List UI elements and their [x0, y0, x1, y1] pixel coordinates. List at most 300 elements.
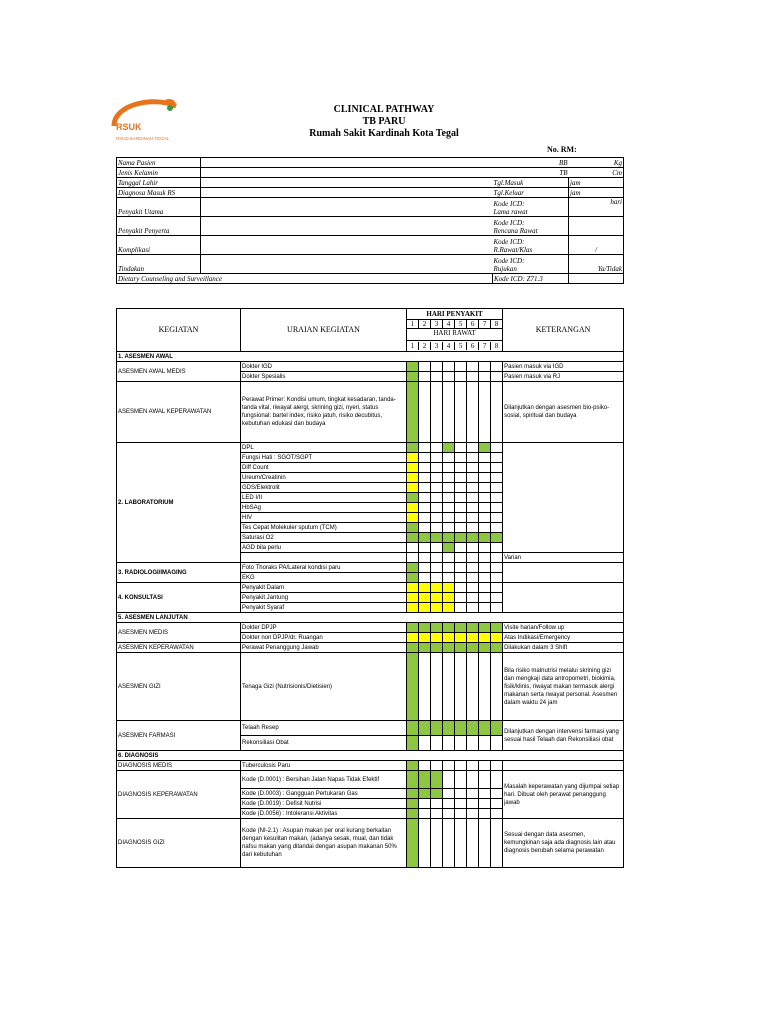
- day-cell-2: [419, 553, 431, 563]
- day-cell-5: [455, 643, 467, 653]
- day-cell-5: [455, 513, 467, 523]
- uraian-d0019: Kode (D.0019) : Defisit Nutrisi: [241, 799, 407, 809]
- hr-day-7: 7: [479, 342, 491, 350]
- day-cell-7: [479, 819, 491, 868]
- day-cell-7: [479, 493, 491, 503]
- uraian-ureum: Ureum/Creatinin: [241, 473, 407, 483]
- no-rm-label: No. RM:: [547, 145, 577, 154]
- day-cell-3: [431, 493, 443, 503]
- day-cell-4: [443, 603, 455, 613]
- day-cell-1: [407, 523, 419, 533]
- clinical-pathway-table: [116, 308, 624, 868]
- day-cell-8: [491, 463, 503, 473]
- hr-day-6: 6: [467, 342, 479, 350]
- day-cell-6: [467, 583, 479, 593]
- day-cell-7: [479, 543, 491, 553]
- day-cell-3: [431, 563, 443, 573]
- day-cell-3: [431, 463, 443, 473]
- day-cell-4: [443, 553, 455, 563]
- day-cell-2: [419, 633, 431, 643]
- day-cell-7: [479, 643, 491, 653]
- day-cell-4: [443, 473, 455, 483]
- day-cell-1: [407, 543, 419, 553]
- day-cell-2: [419, 503, 431, 513]
- day-cell-4: [443, 761, 455, 771]
- day-cell-4: [443, 633, 455, 643]
- day-cell-6: [467, 503, 479, 513]
- day-cell-5: [455, 623, 467, 633]
- uraian-ekg: EKG: [241, 573, 407, 583]
- label-tindakan: Tindakan: [117, 255, 201, 274]
- day-cell-4: [443, 463, 455, 473]
- uraian-hiv: HIV: [241, 513, 407, 523]
- uraian-dpjp: Dokter DPJP: [241, 623, 407, 633]
- day-cell-2: [419, 623, 431, 633]
- ket-rj: Pasien masuk via RJ: [503, 372, 624, 382]
- day-cell-8: [491, 761, 503, 771]
- day-cell-7: [479, 563, 491, 573]
- day-cell-7: [479, 603, 491, 613]
- day-cell-6: [467, 799, 479, 809]
- day-cell-7: [479, 653, 491, 721]
- day-cell-8: [491, 819, 503, 868]
- day-cell-7: [479, 799, 491, 809]
- day-cell-1: [407, 653, 419, 721]
- uraian-d0003: Kode (D.0003) : Gangguan Pertukaran Gas: [241, 789, 407, 799]
- day-cell-7: [479, 483, 491, 493]
- day-cell-5: [455, 603, 467, 613]
- day-cell-6: [467, 362, 479, 372]
- day-cell-7: [479, 513, 491, 523]
- day-cell-6: [467, 372, 479, 382]
- day-cell-6: [467, 382, 479, 443]
- ket-atas: Atas Indikasi/Emergency: [503, 633, 624, 643]
- day-cell-6: [467, 789, 479, 799]
- day-cell-6: [467, 643, 479, 653]
- label-tgl-masuk: Tgl.Masuk: [493, 178, 569, 188]
- day-cell-2: [419, 513, 431, 523]
- day-cell-3: [431, 362, 443, 372]
- day-cell-2: [419, 721, 431, 736]
- day-cell-6: [467, 771, 479, 789]
- day-cell-3: [431, 643, 443, 653]
- day-cell-3: [431, 453, 443, 463]
- logo-subtitle: RSUD KARDINAH TEGAL: [116, 136, 170, 141]
- day-cell-5: [455, 493, 467, 503]
- day-cell-3: [431, 603, 443, 613]
- day-cell-6: [467, 443, 479, 453]
- day-cell-4: [443, 382, 455, 443]
- day-cell-8: [491, 453, 503, 463]
- day-cell-3: [431, 819, 443, 868]
- day-cell-3: [431, 473, 443, 483]
- uraian-dokter-igd: Dokter IGD: [241, 362, 407, 372]
- uraian-hbsag: HbSAg: [241, 503, 407, 513]
- day-cell-1: [407, 789, 419, 799]
- label-diag-masuk: Diagnosa Masuk RS: [117, 188, 201, 198]
- label-jam-keluar: jam: [569, 188, 624, 198]
- day-cell-8: [491, 543, 503, 553]
- day-cell-2: [419, 523, 431, 533]
- day-cell-4: [443, 563, 455, 573]
- day-cell-5: [455, 553, 467, 563]
- col-header-keterangan: KETERANGAN: [503, 309, 624, 352]
- day-cell-8: [491, 736, 503, 751]
- uraian-perawat-primer: Perawat Primer: Kondisi umum, tingkat kesadaran, tanda-tanda vital, riwayat alergi, skrining gizi, nyeri, status fungsional: bartel index, risiko jatuh, risiko decubitus, kebutuhan edukasi dan budaya: [241, 382, 407, 443]
- day-cell-1: [407, 513, 419, 523]
- kegiatan-awal-kep: ASESMEN AWAL KEPERAWATAN: [117, 382, 241, 443]
- day-cell-6: [467, 736, 479, 751]
- day-cell-1: [407, 362, 419, 372]
- day-cell-1: [407, 533, 419, 543]
- day-cell-3: [431, 372, 443, 382]
- ket-farmasi: Dilanjutkan dengan intervensi farmasi yang sesuai hasil Telaah dan Rekonsiliasi obat: [503, 721, 624, 751]
- day-cell-2: [419, 372, 431, 382]
- day-cell-8: [491, 603, 503, 613]
- day-cell-6: [467, 809, 479, 819]
- hr-day-3: 3: [431, 342, 443, 350]
- day-cell-2: [419, 483, 431, 493]
- label-komplikasi: Komplikasi: [117, 236, 201, 255]
- day-cell-5: [455, 453, 467, 463]
- day-cell-6: [467, 761, 479, 771]
- unit-hari: hari: [569, 198, 624, 217]
- day-cell-5: [455, 483, 467, 493]
- hr-day-5: 5: [455, 342, 467, 350]
- day-cell-4: [443, 771, 455, 789]
- day-cell-2: [419, 603, 431, 613]
- day-cell-3: [431, 533, 443, 543]
- day-cell-5: [455, 533, 467, 543]
- day-cell-1: [407, 553, 419, 563]
- day-cell-1: [407, 761, 419, 771]
- hr-day-8: 8: [494, 341, 499, 350]
- day-cell-6: [467, 453, 479, 463]
- day-cell-3: [431, 513, 443, 523]
- hp-day-5: 5: [455, 320, 467, 328]
- day-cell-4: [443, 533, 455, 543]
- day-cell-8: [491, 799, 503, 809]
- day-cell-3: [431, 809, 443, 819]
- hp-day-4: 4: [443, 320, 455, 328]
- day-cell-4: [443, 809, 455, 819]
- day-cell-2: [419, 362, 431, 372]
- day-cell-5: [455, 819, 467, 868]
- uraian-non-dpjp: Dokter non DPJP/dr. Ruangan: [241, 633, 407, 643]
- day-cell-1: [407, 603, 419, 613]
- hari-penyakit-days: [407, 320, 503, 340]
- day-cell-7: [479, 761, 491, 771]
- day-cell-8: [491, 771, 503, 789]
- day-cell-1: [407, 453, 419, 463]
- kegiatan-gizi: ASESMEN GIZI: [117, 653, 241, 721]
- day-cell-5: [455, 543, 467, 553]
- day-cell-2: [419, 736, 431, 751]
- day-cell-7: [479, 623, 491, 633]
- day-cell-7: [479, 533, 491, 543]
- day-cell-5: [455, 593, 467, 603]
- uraian-p-syaraf: Penyakit Syaraf: [241, 603, 407, 613]
- table-row: [117, 721, 624, 736]
- day-cell-8: [491, 513, 503, 523]
- patient-info-table: [116, 157, 624, 284]
- day-cell-1: [407, 463, 419, 473]
- day-cell-2: [419, 789, 431, 799]
- ket-gizi: Bila risiko malnutrisi melalui skrining gizi dan mengkaji data antropometri, biokimia, fisik/klinis, riwayat makan termasuk alergi makanan serta riwayat personal. Asesmen dalam waktu 24 jam: [503, 653, 624, 721]
- uraian-telaah: Telaah Resep: [241, 721, 407, 736]
- day-cell-7: [479, 736, 491, 751]
- day-cell-4: [443, 653, 455, 721]
- day-cell-1: [407, 819, 419, 868]
- day-cell-5: [455, 473, 467, 483]
- uraian-d0001: Kode (D.0001) : Bersihan Jalan Napas Tidak Efektif: [241, 771, 407, 789]
- label-peny-utama: Penyakit Utama: [117, 198, 201, 217]
- day-cell-7: [479, 503, 491, 513]
- label-kode-rrawat: Kode ICD: R.Rawat/Klas: [493, 236, 569, 255]
- day-cell-3: [431, 789, 443, 799]
- day-cell-2: [419, 543, 431, 553]
- day-cell-3: [431, 623, 443, 633]
- day-cell-8: [491, 362, 503, 372]
- ket-kep: Masalah keperawatan yang dijumpai setiap hari. Dibuat oleh perawat penanggung jawab: [503, 771, 624, 819]
- day-cell-5: [455, 736, 467, 751]
- day-cell-1: [407, 809, 419, 819]
- day-cell-3: [431, 543, 443, 553]
- day-cell-6: [467, 543, 479, 553]
- doc-title: CLINICAL PATHWAY: [333, 104, 435, 115]
- kegiatan-kep: ASESMEN KEPERAWATAN: [117, 643, 241, 653]
- table-row: [117, 623, 624, 633]
- day-cell-7: [479, 633, 491, 643]
- day-cell-1: [407, 382, 419, 443]
- day-cell-2: [419, 643, 431, 653]
- col-header-kegiatan: KEGIATAN: [117, 309, 241, 352]
- day-cell-5: [455, 362, 467, 372]
- day-cell-4: [443, 583, 455, 593]
- uraian-foto: Foto Thoraks PA/Lateral kondisi paru: [241, 563, 407, 573]
- day-cell-8: [491, 721, 503, 736]
- doc-subtitle: TB PARU: [362, 116, 406, 127]
- day-cell-4: [443, 503, 455, 513]
- day-cell-3: [431, 653, 443, 721]
- day-cell-3: [431, 593, 443, 603]
- day-cell-1: [407, 443, 419, 453]
- kegiatan-medis: ASESMEN MEDIS: [117, 623, 241, 643]
- day-cell-6: [467, 603, 479, 613]
- col-header-uraian: URAIAN KEGIATAN: [241, 309, 407, 352]
- uraian-ni21: Kode (NI-2.1) : Asupan makan per oral kurang berkaitan dengan kesulitan makan, (adanya sesak, mual, dan tidak nafsu makan yang ditandai dengan asupan makanan 50% dari kebutuhan: [241, 819, 407, 868]
- day-cell-2: [419, 463, 431, 473]
- label-kode-rencana: Kode ICD: Rencana Rawat: [493, 217, 569, 236]
- day-cell-3: [431, 553, 443, 563]
- section-asesmen-lanjutan: 5. ASESMEN LANJUTAN: [117, 613, 624, 623]
- rujukan-ya-tidak: Ya/Tidak: [569, 255, 624, 274]
- day-cell-2: [419, 573, 431, 583]
- day-cell-2: [419, 653, 431, 721]
- table-row: [117, 382, 624, 443]
- uraian-tcm: Tes Cepat Molekuler sputum (TCM): [241, 523, 407, 533]
- label-nama: Nama Pasien: [117, 158, 201, 168]
- day-cell-2: [419, 443, 431, 453]
- ket-bio: Dilanjutkan dengan asesmen bio-psiko-sosial, spiritual dan budaya: [503, 382, 624, 443]
- day-cell-7: [479, 523, 491, 533]
- day-cell-8: [491, 473, 503, 483]
- ket-varian: Varian: [503, 553, 624, 563]
- day-cell-2: [419, 799, 431, 809]
- day-cell-8: [491, 573, 503, 583]
- day-cell-4: [443, 513, 455, 523]
- day-cell-8: [491, 493, 503, 503]
- day-cell-5: [455, 721, 467, 736]
- day-cell-8: [491, 563, 503, 573]
- rrawat-slash: /: [569, 236, 624, 255]
- day-cell-6: [467, 513, 479, 523]
- uraian-tb-paru: Tuberculosis Paru: [241, 761, 407, 771]
- day-cell-6: [467, 593, 479, 603]
- kegiatan-farmasi: ASESMEN FARMASI: [117, 721, 241, 751]
- hp-day-2: 2: [419, 320, 431, 328]
- day-cell-7: [479, 473, 491, 483]
- day-cell-2: [419, 382, 431, 443]
- day-cell-7: [479, 443, 491, 453]
- day-cell-6: [467, 563, 479, 573]
- day-cell-4: [443, 523, 455, 533]
- day-cell-5: [455, 573, 467, 583]
- day-cell-4: [443, 736, 455, 751]
- day-cell-5: [455, 563, 467, 573]
- label-kode-rujukan: Kode ICD: Rujukan: [493, 255, 569, 274]
- day-cell-1: [407, 643, 419, 653]
- day-cell-6: [467, 633, 479, 643]
- day-cell-5: [455, 443, 467, 453]
- table-row: [117, 771, 624, 789]
- day-cell-2: [419, 583, 431, 593]
- kegiatan-diag-medis: DIAGNOSIS MEDIS: [117, 761, 241, 771]
- day-cell-8: [491, 583, 503, 593]
- day-cell-1: [407, 633, 419, 643]
- day-cell-1: [407, 623, 419, 633]
- label-dietary: Dietary Counseling and Surveillance: [117, 274, 493, 284]
- day-cell-2: [419, 533, 431, 543]
- uraian-gds: GDS/Elektrolit: [241, 483, 407, 493]
- day-cell-8: [491, 382, 503, 443]
- day-cell-4: [443, 493, 455, 503]
- kegiatan-awal-medis: ASESMEN AWAL MEDIS: [117, 362, 241, 382]
- hp-day-8: 8: [494, 320, 499, 329]
- day-cell-1: [407, 483, 419, 493]
- ket-visite: Visite harian/Follow up: [503, 623, 624, 633]
- day-cell-8: [491, 553, 503, 563]
- day-cell-8: [491, 653, 503, 721]
- day-cell-4: [443, 799, 455, 809]
- day-cell-4: [443, 443, 455, 453]
- table-row: [117, 761, 624, 771]
- day-cell-2: [419, 493, 431, 503]
- uraian-fungsi-hati: Fungsi Hati : SGOT/SGPT: [241, 453, 407, 463]
- day-cell-2: [419, 453, 431, 463]
- day-cell-5: [455, 633, 467, 643]
- day-cell-2: [419, 593, 431, 603]
- day-cell-4: [443, 623, 455, 633]
- uraian-p-jantung: Penyakit Jantung: [241, 593, 407, 603]
- label-bb: BB: [201, 158, 569, 168]
- uraian-agd: AGD bila perlu: [241, 543, 407, 553]
- uraian-tenaga-gizi: Tenaga Gizi (Nutrisionis/Dietisien): [241, 653, 407, 721]
- day-cell-1: [407, 372, 419, 382]
- uraian-led: LED I/II: [241, 493, 407, 503]
- day-cell-8: [491, 593, 503, 603]
- day-cell-5: [455, 523, 467, 533]
- ket-igd: Pasien masuk via IGD: [503, 362, 624, 372]
- day-cell-6: [467, 523, 479, 533]
- table-row: [117, 643, 624, 653]
- table-row: [117, 653, 624, 721]
- day-cell-5: [455, 382, 467, 443]
- day-cell-1: [407, 493, 419, 503]
- day-cell-4: [443, 643, 455, 653]
- day-cell-1: [407, 503, 419, 513]
- col-header-hari-rawat: HARI RAWAT: [407, 328, 502, 337]
- day-cell-4: [443, 789, 455, 799]
- day-cell-7: [479, 789, 491, 799]
- day-cell-5: [455, 583, 467, 593]
- section-diagnosis: 6. DIAGNOSIS: [117, 751, 624, 761]
- day-cell-8: [491, 789, 503, 799]
- hr-day-1: 1: [407, 342, 419, 350]
- day-cell-3: [431, 761, 443, 771]
- uraian-ppj: Perawat Penanggung Jawab: [241, 643, 407, 653]
- section-konsultasi: 4. KONSULTASI: [117, 583, 241, 613]
- hp-day-3: 3: [431, 320, 443, 328]
- label-kode-z713: Kode ICD: Z71.3: [493, 274, 569, 284]
- day-cell-5: [455, 503, 467, 513]
- section-asesmen-awal: 1. ASESMEN AWAL: [117, 352, 624, 362]
- day-cell-1: [407, 736, 419, 751]
- day-cell-3: [431, 382, 443, 443]
- day-cell-3: [431, 799, 443, 809]
- uraian-dpl: DPL: [241, 443, 407, 453]
- day-cell-5: [455, 789, 467, 799]
- table-row: [117, 563, 624, 573]
- day-cell-2: [419, 563, 431, 573]
- day-cell-2: [419, 809, 431, 819]
- day-cell-4: [443, 593, 455, 603]
- day-cell-6: [467, 533, 479, 543]
- day-cell-8: [491, 623, 503, 633]
- day-cell-7: [479, 453, 491, 463]
- label-peny-penyerta: Penyakit Penyerta: [117, 217, 201, 236]
- day-cell-4: [443, 372, 455, 382]
- label-kode-lama-rawat: Kode ICD: Lama rawat: [493, 198, 569, 217]
- day-cell-6: [467, 483, 479, 493]
- day-cell-7: [479, 583, 491, 593]
- day-cell-3: [431, 573, 443, 583]
- day-cell-5: [455, 372, 467, 382]
- uraian-diff-count: Diff Count: [241, 463, 407, 473]
- day-cell-8: [491, 523, 503, 533]
- logo-brand: RSUK: [116, 122, 142, 132]
- col-header-hari-penyakit: HARI PENYAKIT: [407, 309, 503, 320]
- day-cell-6: [467, 463, 479, 473]
- kegiatan-diag-kep: DIAGNOSIS KEPERAWATAN: [117, 771, 241, 819]
- day-cell-4: [443, 721, 455, 736]
- hp-day-6: 6: [467, 320, 479, 328]
- section-radiologi: 3. RADIOLOGI/IMAGING: [117, 563, 241, 583]
- day-cell-6: [467, 473, 479, 483]
- unit-kg: Kg: [569, 158, 624, 168]
- day-cell-6: [467, 553, 479, 563]
- label-tgl-keluar: Tgl.Keluar: [493, 188, 569, 198]
